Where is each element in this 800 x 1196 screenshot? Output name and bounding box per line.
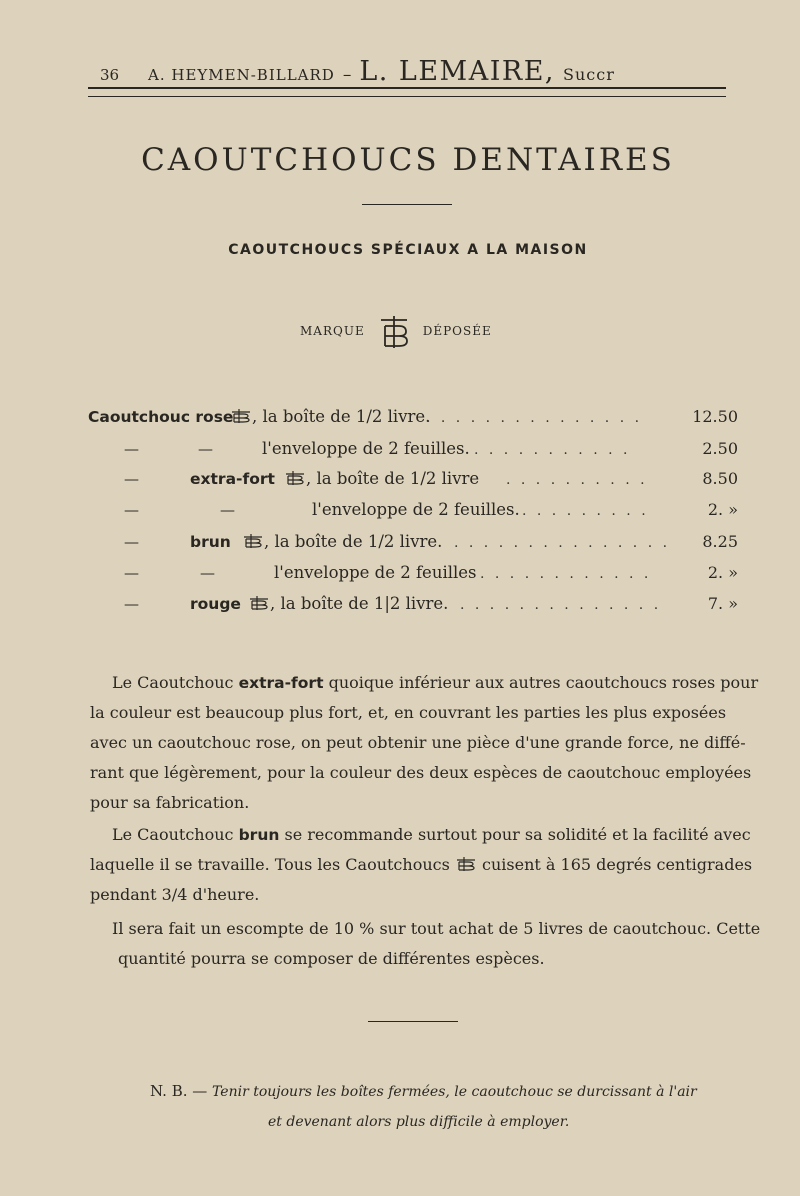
price-row [88, 436, 738, 460]
section-divider [368, 1021, 458, 1022]
paragraph-brun [90, 820, 753, 910]
hb-small-icon [231, 408, 251, 424]
hb-small-icon [249, 595, 269, 611]
hb-small-icon [456, 856, 476, 872]
emphasis-brun: brun [238, 826, 280, 844]
ditto-mark: — [124, 564, 139, 582]
ditto-mark: — [124, 501, 139, 519]
leader-dots: . . . . . . . . . . . [474, 442, 631, 458]
para-line: avec un caoutchouc rose, on peut obtenir une pièce d'une grande force, ne diffé- [90, 733, 746, 752]
text: Le Caoutchouc [112, 673, 239, 692]
text: se recommande surtout pour sa solidité et la facilité avec [279, 825, 751, 844]
deposee-label: DÉPOSÉE [422, 324, 492, 338]
product-desc: , la boîte de 1/2 livre. [252, 407, 431, 426]
product-desc: , la boîte de 1/2 livre. [264, 532, 443, 551]
product-name: extra-fort [190, 470, 275, 488]
price: 2.50 [702, 439, 738, 458]
header-rule-thin [88, 96, 726, 97]
price-row [88, 529, 738, 553]
ditto-mark: — [124, 440, 139, 458]
text: quoique inférieur aux autres caoutchoucs roses pour [323, 673, 759, 692]
ditto-mark: — [124, 533, 139, 551]
paragraph-escompte [90, 914, 761, 974]
trademark-mark [248, 594, 270, 613]
nota-bene-line-2 [268, 1112, 569, 1130]
paragraph-extra-fort [90, 668, 759, 818]
ditto-mark: — [200, 564, 215, 582]
leader-dots: . . . . . . . . . [522, 503, 649, 519]
product-desc: l'enveloppe de 2 feuilles. [262, 439, 470, 458]
product-name: Caoutchouc rose [88, 408, 234, 426]
para-line: pendant 3/4 d'heure. [90, 885, 260, 904]
ditto-mark: — [124, 470, 139, 488]
text: Le Caoutchouc [112, 825, 239, 844]
para-line: la couleur est beaucoup plus fort, et, en couvrant les parties les plus exposées [90, 703, 727, 722]
trademark-mark [230, 407, 252, 426]
text: laquelle il se travaille. Tous les Caoutchoucs [90, 855, 450, 874]
ditto-mark: — [220, 501, 235, 519]
product-name: rouge [190, 595, 241, 613]
section-subtitle: CAOUTCHOUCS SPÉCIAUX A LA MAISON [228, 242, 588, 258]
leader-dots: . . . . . . . . . . . . [480, 566, 652, 582]
ditto-mark: — [198, 440, 213, 458]
hb-small-icon [285, 470, 305, 486]
price: 2. » [707, 500, 738, 519]
price-row [88, 591, 738, 615]
trademark-line [300, 312, 492, 350]
product-name: brun [190, 533, 231, 551]
para-line [90, 668, 759, 698]
para-line: Il sera fait un escompte de 10 % sur tout achat de 5 livres de caoutchouc. Cette [112, 919, 761, 938]
para-line [90, 820, 751, 850]
emphasis-extra-fort: extra-fort [238, 674, 324, 692]
hb-small-icon [243, 533, 263, 549]
product-desc: , la boîte de 1|2 livre. [270, 594, 449, 613]
nb-text: Tenir toujours les boîtes fermées, le caoutchouc se durcissant à l'air [212, 1084, 697, 1100]
header-rule-thick [88, 87, 726, 89]
price-row [88, 497, 738, 521]
price: 8.50 [702, 469, 738, 488]
successor-name: L. LEMAIRE, [359, 56, 555, 87]
para-line [90, 850, 753, 880]
successor-suffix: Succr [563, 65, 615, 84]
price-row [88, 404, 738, 428]
title-divider [362, 204, 452, 205]
nb-label: N. B. — [150, 1082, 208, 1100]
para-line: pour sa fabrication. [90, 793, 250, 812]
trademark-mark [284, 469, 306, 488]
para-line: rant que légèrement, pour la couleur des deux espèces de caoutchouc employées [90, 763, 752, 782]
price-row [88, 466, 738, 490]
price: 12.50 [692, 407, 738, 426]
price-row [88, 560, 738, 584]
trademark-mark [242, 532, 264, 551]
price: 2. » [707, 563, 738, 582]
page-number: 36 [100, 66, 120, 84]
marque-label: MARQUE [300, 324, 365, 338]
nb-text: et devenant alors plus difficile à employer. [268, 1114, 570, 1130]
product-desc: l'enveloppe de 2 feuilles [274, 563, 477, 582]
publisher-name: A. HEYMEN-BILLARD [148, 66, 335, 84]
price: 7. » [707, 594, 738, 613]
para-line: quantité pourra se composer de différentes espèces. [118, 949, 545, 968]
product-desc: l'enveloppe de 2 feuilles. [312, 500, 520, 519]
nota-bene-line-1 [150, 1082, 697, 1100]
product-desc: , la boîte de 1/2 livre [306, 469, 480, 488]
leader-dots: . . . . . . . . . . [506, 472, 648, 488]
leader-dots: . . . . . . . . . . . . . . . [454, 535, 671, 551]
leader-dots: . . . . . . . . . . . . . . . [426, 410, 643, 426]
running-header [100, 56, 730, 87]
price: 8.25 [702, 532, 738, 551]
header-separator: – [342, 65, 352, 85]
leader-dots: . . . . . . . . . . . . . . [460, 597, 662, 613]
page-title: CAOUTCHOUCS DENTAIRES [141, 142, 675, 178]
text: cuisent à 165 degrés centigrades [482, 855, 753, 874]
ditto-mark: — [124, 595, 139, 613]
hb-monogram-icon [377, 312, 411, 350]
